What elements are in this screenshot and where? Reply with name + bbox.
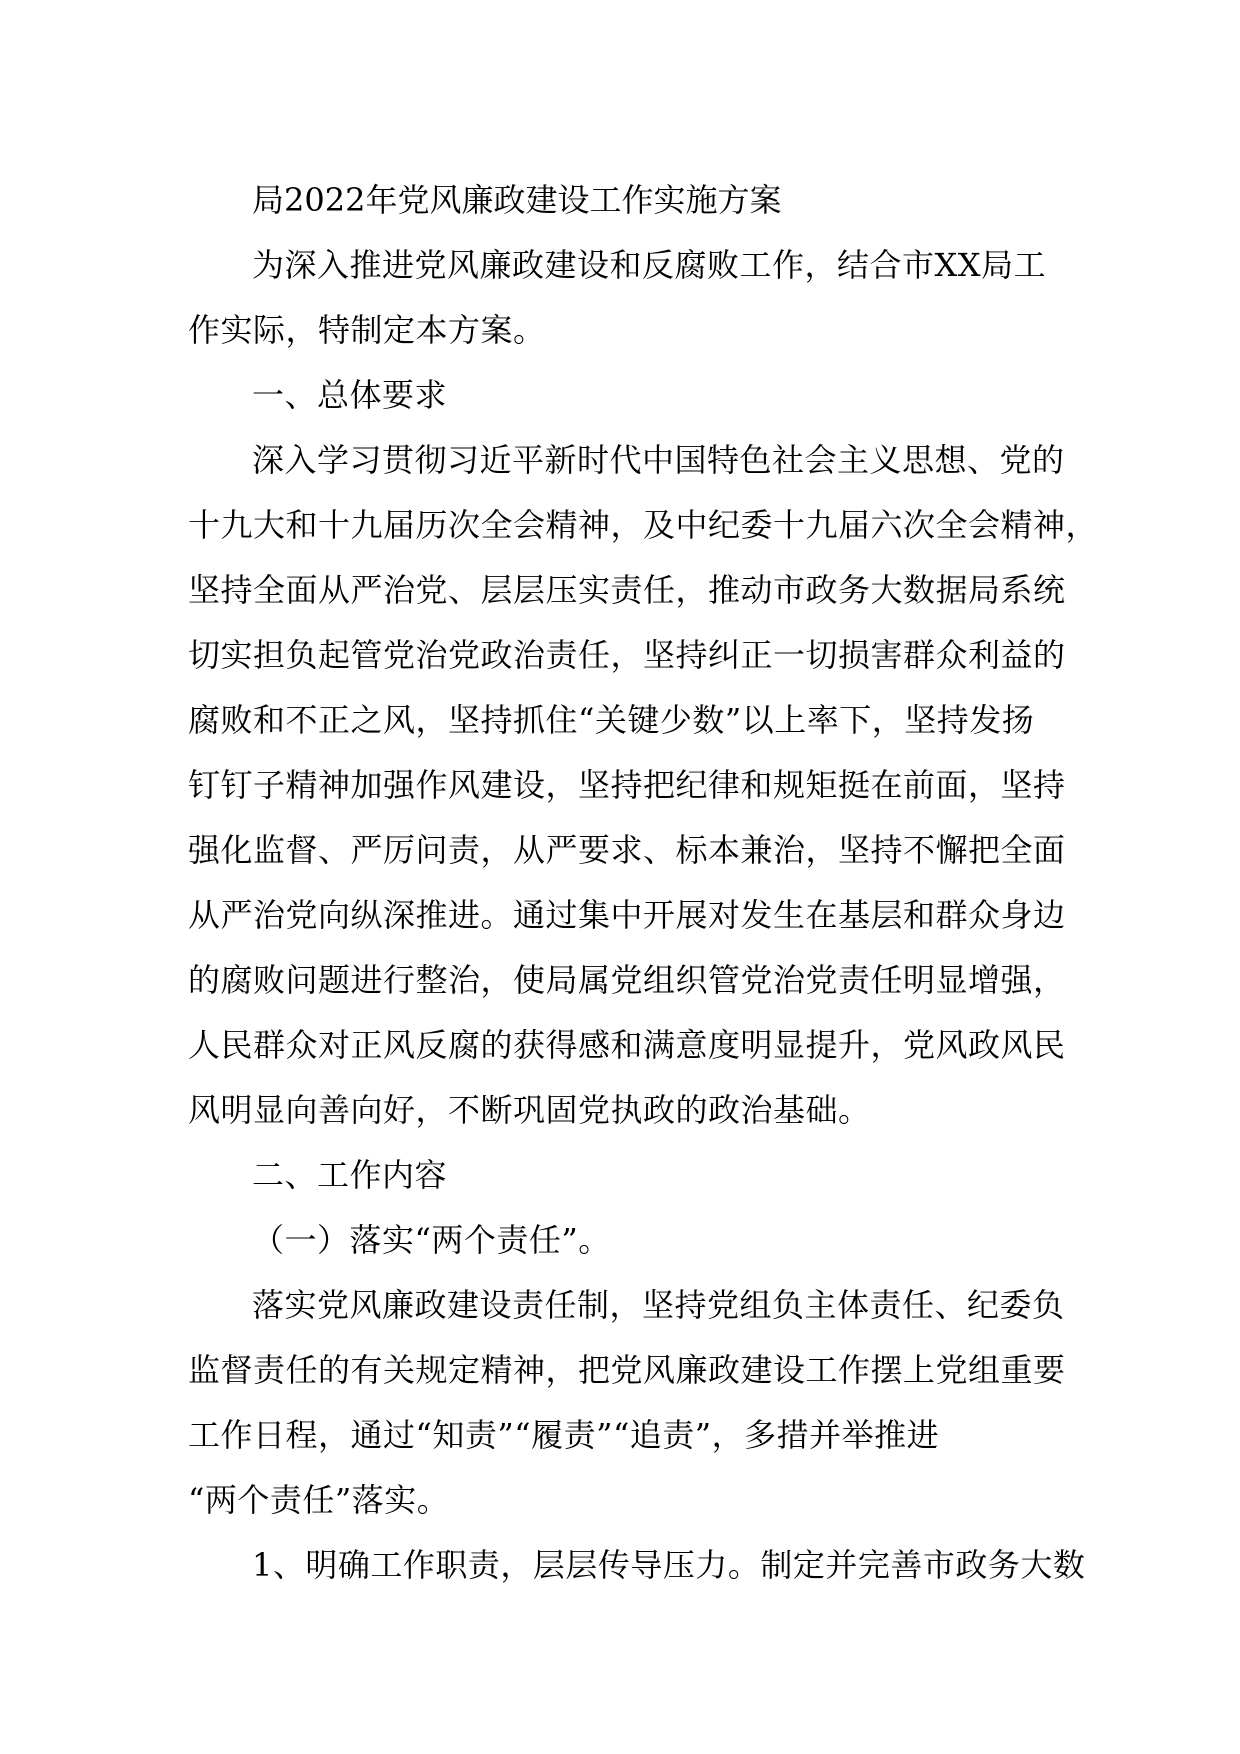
text-line: 切实担负起管党治党政治责任，坚持纠正一切损害群众利益的 [188, 636, 1066, 674]
document-body [188, 168, 1099, 1598]
text-line: 监督责任的有关规定精神，把党风廉政建设工作摆上党组重要 [188, 1351, 1066, 1389]
text-line: 从严治党向纵深推进。通过集中开展对发生在基层和群众身边 [188, 896, 1066, 934]
text-line: 二、工作内容 [252, 1156, 448, 1194]
text-line: 工作日程，通过“知责”“履责”“追责”，多措并举推进 [188, 1416, 940, 1454]
text-line: 为深入推进党风廉政建设和反腐败工作，结合市XX局工 [252, 246, 1047, 284]
text-line: 风明显向善向好，不断巩固党执政的政治基础。 [188, 1091, 871, 1129]
text-line: 落实党风廉政建设责任制，坚持党组负主体责任、纪委负 [252, 1286, 1065, 1324]
text-line: 腐败和不正之风，坚持抓住“关键少数”以上率下，坚持发扬 [188, 701, 1035, 739]
text-line: 的腐败问题进行整治，使局属党组织管党治党责任明显增强， [188, 961, 1066, 999]
text-line: 深入学习贯彻习近平新时代中国特色社会主义思想、党的 [252, 441, 1065, 479]
text-line: 十九大和十九届历次全会精神，及中纪委十九届六次全会精神， [188, 506, 1099, 544]
paragraph-lines [188, 233, 1099, 1598]
text-line: 1、明确工作职责，层层传导压力。制定并完善市政务大数 [252, 1546, 1086, 1584]
text-line: 一、总体要求 [252, 376, 448, 414]
text-line: “两个责任”落实。 [188, 1481, 450, 1519]
text-line: 作实际，特制定本方案。 [188, 311, 546, 349]
text-line: 人民群众对正风反腐的获得感和满意度明显提升，党风政风民 [188, 1026, 1066, 1064]
text-line: 强化监督、严厉问责，从严要求、标本兼治，坚持不懈把全面 [188, 831, 1066, 869]
text-line: 钉钉子精神加强作风建设，坚持把纪律和规矩挺在前面，坚持 [188, 766, 1066, 804]
text-line: （一）落实“两个责任”。 [252, 1221, 611, 1259]
document-title: 局2022年党风廉政建设工作实施方案 [252, 181, 782, 219]
text-line: 坚持全面从严治党、层层压实责任，推动市政务大数据局系统 [188, 571, 1066, 609]
